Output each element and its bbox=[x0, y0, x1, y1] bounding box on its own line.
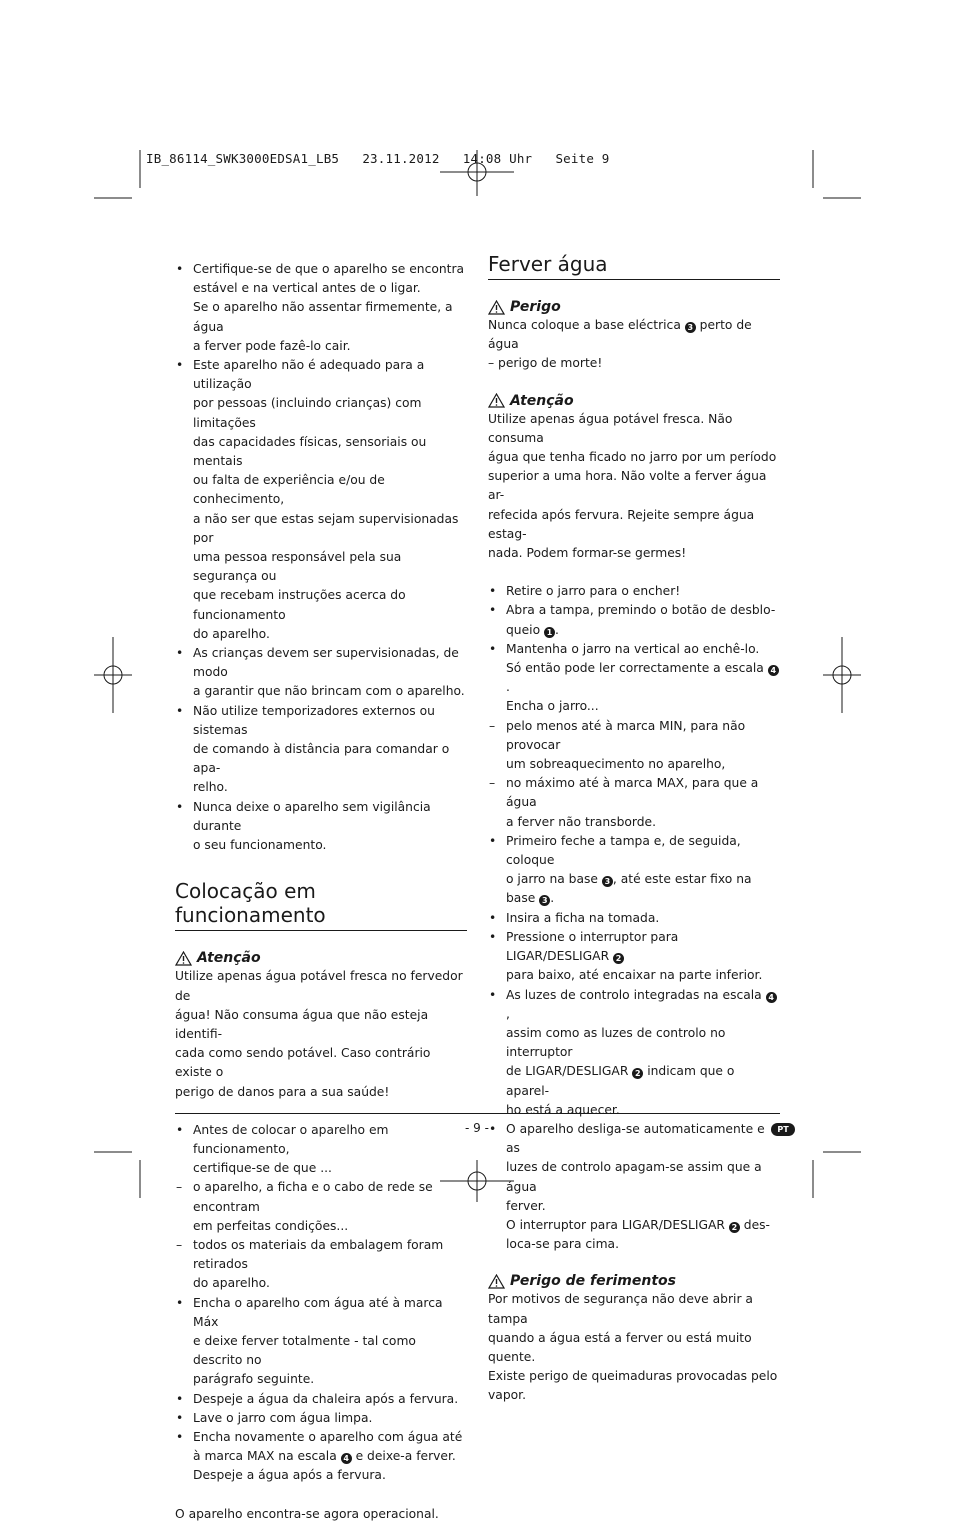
warning-title: Atenção bbox=[510, 392, 574, 409]
text-line: que recebam instruções acerca do funcionamento bbox=[193, 588, 406, 622]
bullet: • bbox=[176, 358, 184, 373]
text-line: em perfeitas condições... bbox=[193, 1218, 349, 1233]
footer-rule bbox=[175, 1113, 780, 1114]
bullet: • bbox=[489, 603, 497, 618]
text-line: nada. Podem formar-se germes! bbox=[488, 546, 687, 561]
text-line: assim como as luzes de controlo no interruptor bbox=[506, 1025, 726, 1060]
dash: – bbox=[489, 718, 496, 733]
text-line: à marca MAX na escala 4 e deixe-a ferver. bbox=[193, 1449, 456, 1464]
text-line: para baixo, até encaixar na parte inferior. bbox=[506, 968, 763, 983]
text-line: pelo menos até à marca MIN, para não provocar bbox=[506, 718, 746, 752]
part-number-badge: 4 bbox=[341, 1453, 352, 1464]
text-line: Utilize apenas água potável fresca no fervedor de bbox=[175, 969, 463, 1003]
list-item bbox=[488, 832, 780, 909]
text-line: por pessoas (incluindo crianças) com limitações bbox=[193, 396, 422, 430]
text-line: de comando à distância para comandar o apa- bbox=[193, 742, 450, 776]
text-line: Retire o jarro para o encher! bbox=[506, 584, 681, 599]
text-line: cada como sendo potável. Caso contrário existe o bbox=[175, 1046, 431, 1080]
section-title-ferver: Ferver água bbox=[488, 252, 780, 280]
text-line: superior a uma hora. Não volte a ferver água ar- bbox=[488, 469, 767, 503]
text-line: Insira a ficha na tomada. bbox=[506, 910, 660, 925]
bullet: • bbox=[176, 799, 184, 814]
text-line: água que tenha ficado no jarro por um período bbox=[488, 450, 777, 465]
text-line: perigo de danos para a sua saúde! bbox=[175, 1084, 390, 1099]
text-line: a ferver não transborde. bbox=[506, 814, 657, 829]
text-line: Pressione o interruptor para LIGAR/DESLIGAR 2 bbox=[506, 929, 679, 964]
warning-triangle-icon bbox=[175, 951, 192, 966]
list-item bbox=[175, 260, 467, 356]
text-line: a não ser que estas sejam supervisionadas por bbox=[193, 511, 459, 545]
warning-title: Atenção bbox=[197, 950, 261, 967]
registration-mark-right bbox=[823, 637, 861, 713]
danger-text bbox=[488, 316, 780, 374]
bullet: • bbox=[489, 910, 497, 925]
text-line: queio 1 . bbox=[506, 622, 559, 637]
part-number-badge: 1 bbox=[544, 627, 555, 638]
text-line: parágrafo seguinte. bbox=[193, 1372, 315, 1387]
bullet: • bbox=[489, 1121, 497, 1136]
text-line: Antes de colocar o aparelho em funcionamento, bbox=[193, 1122, 389, 1156]
language-badge: PT bbox=[771, 1123, 795, 1136]
list-item bbox=[175, 1294, 467, 1390]
list-item bbox=[488, 1120, 780, 1254]
text-line: quando a água está a ferver ou está muito quente. bbox=[488, 1330, 752, 1364]
text-line: relho. bbox=[193, 780, 228, 795]
bullet: • bbox=[489, 584, 497, 599]
text-line: Por motivos de segurança não deve abrir a tampa bbox=[488, 1292, 753, 1326]
text-line: Encha o jarro... bbox=[506, 699, 599, 714]
bullet: • bbox=[176, 1429, 184, 1444]
list-item bbox=[488, 928, 780, 986]
left-column bbox=[175, 260, 467, 1524]
part-number-badge: 3 bbox=[685, 322, 696, 333]
text-line: estável e na vertical antes de o ligar. bbox=[193, 281, 421, 296]
text-line: do aparelho. bbox=[193, 1276, 270, 1291]
part-number-badge: 2 bbox=[613, 953, 624, 964]
text-line: de LIGAR/DESLIGAR 2 indicam que o aparel- bbox=[506, 1064, 735, 1098]
text-line: das capacidades físicas, sensoriais ou mentais bbox=[193, 434, 427, 469]
dash: – bbox=[489, 776, 496, 791]
text-line: Primeiro feche a tampa e, de seguida, coloque bbox=[506, 833, 741, 868]
bullet: • bbox=[176, 1391, 184, 1406]
danger-title: Perigo bbox=[510, 299, 561, 315]
dash: – bbox=[176, 1180, 183, 1195]
text-line: refecida após fervura. Rejeite sempre água estag- bbox=[488, 507, 755, 541]
warning-text bbox=[488, 410, 780, 564]
page-number: - 9 - bbox=[465, 1121, 489, 1135]
part-number-badge: 2 bbox=[729, 1222, 740, 1233]
safety-list bbox=[175, 260, 467, 855]
list-item bbox=[175, 356, 467, 644]
text-line: o jarro na base 3 , até este estar fixo na base 3 . bbox=[506, 872, 752, 906]
text-line: a garantir que não brincam com o aparelho. bbox=[193, 684, 465, 699]
text-line: O aparelho desliga-se automaticamente e as bbox=[506, 1121, 765, 1156]
list-item bbox=[175, 1390, 467, 1409]
text-line: – perigo de morte! bbox=[488, 356, 603, 371]
list-item bbox=[488, 601, 780, 639]
list-item bbox=[488, 717, 780, 775]
text-line: Lave o jarro com água limpa. bbox=[193, 1410, 373, 1425]
text-line: Mantenha o jarro na vertical ao enchê-lo. bbox=[506, 641, 760, 656]
list-item bbox=[488, 774, 780, 832]
text-line: As luzes de controlo integradas na escala 4, bbox=[506, 986, 780, 1024]
text-line: ho está a aquecer. bbox=[506, 1102, 620, 1117]
list-item bbox=[175, 644, 467, 702]
text-line: uma pessoa responsável pela sua segurança ou bbox=[193, 550, 402, 584]
list-item bbox=[175, 798, 467, 856]
text-line: Despeje a água da chaleira após a fervura. bbox=[193, 1391, 459, 1406]
injury-text bbox=[488, 1290, 780, 1405]
bullet: • bbox=[489, 641, 497, 656]
text-line: Nunca deixe o aparelho sem vigilância durante bbox=[193, 799, 431, 833]
print-slug: IB_86114_SWK3000EDSA1_LB5 23.11.2012 14:08 Uhr Seite 9 bbox=[146, 151, 610, 166]
registration-mark-left bbox=[94, 637, 132, 713]
text-line: Se o aparelho não assentar firmemente, a água bbox=[193, 300, 453, 334]
text-line: Não utilize temporizadores externos ou sistemas bbox=[193, 703, 435, 737]
text-line: ou falta de experiência e/ou de conhecimento, bbox=[193, 473, 385, 507]
warning-triangle-icon bbox=[488, 393, 505, 408]
setup-list bbox=[175, 1121, 467, 1486]
list-item bbox=[175, 1236, 467, 1294]
text-line: Este aparelho não é adequado para a utilização bbox=[193, 358, 425, 392]
text-line: Despeje a água após a fervura. bbox=[193, 1468, 386, 1483]
text-line: Encha novamente o aparelho com água até bbox=[193, 1429, 463, 1444]
part-number-badge: 4 bbox=[766, 992, 777, 1003]
text-line: As crianças devem ser supervisionadas, de modo bbox=[193, 646, 459, 680]
bullet: • bbox=[176, 1295, 184, 1310]
text-line: luzes de controlo apagam-se assim que a água bbox=[506, 1160, 762, 1194]
boil-steps-list bbox=[488, 582, 780, 1254]
text-line: Só então pode ler correctamente a escala 4. bbox=[506, 659, 780, 697]
text-line: Nunca coloque a base eléctrica 3 perto de água bbox=[488, 318, 752, 352]
bullet: • bbox=[176, 262, 184, 276]
bullet: • bbox=[176, 1410, 184, 1425]
list-item bbox=[175, 1178, 467, 1236]
list-item bbox=[175, 1121, 467, 1179]
text-line: Existe perigo de queimaduras provocadas pelo vapor. bbox=[488, 1369, 778, 1403]
warning-heading bbox=[175, 949, 467, 967]
section-title-colocacao: Colocação em funcionamento bbox=[175, 879, 467, 931]
text-line: um sobreaquecimento no aparelho, bbox=[506, 757, 726, 772]
text-line: o seu funcionamento. bbox=[193, 838, 327, 853]
injury-heading bbox=[488, 1272, 780, 1290]
part-number-badge: 2 bbox=[632, 1068, 643, 1079]
text-line: água! Não consuma água que não esteja identifi- bbox=[175, 1007, 429, 1041]
list-item bbox=[175, 702, 467, 798]
text-line: o aparelho, a ficha e o cabo de rede se encontram bbox=[193, 1180, 433, 1214]
right-column bbox=[488, 252, 780, 1406]
part-number-badge: 3 bbox=[539, 895, 550, 906]
text-line: no máximo até à marca MAX, para que a água bbox=[506, 776, 759, 810]
text-line: do aparelho. bbox=[193, 626, 270, 641]
list-item bbox=[488, 909, 780, 928]
injury-title: Perigo de ferimentos bbox=[510, 1273, 676, 1290]
bullet: • bbox=[176, 1122, 184, 1137]
warning-triangle-icon bbox=[488, 1274, 505, 1289]
bullet: • bbox=[489, 833, 497, 848]
text-line: Abra a tampa, premindo o botão de desblo- bbox=[506, 603, 776, 618]
text-line: O interruptor para LIGAR/DESLIGAR 2 des- bbox=[506, 1217, 770, 1232]
list-item bbox=[488, 986, 780, 1120]
list-item bbox=[175, 1409, 467, 1428]
list-item bbox=[488, 582, 780, 601]
dash: – bbox=[176, 1237, 183, 1252]
text-line: certifique-se de que ... bbox=[193, 1161, 332, 1176]
text-line: loca-se para cima. bbox=[506, 1237, 619, 1252]
warning-heading bbox=[488, 392, 780, 410]
text-line: a ferver pode fazê-lo cair. bbox=[193, 338, 351, 353]
warning-triangle-icon bbox=[488, 300, 505, 315]
list-item bbox=[175, 1428, 467, 1486]
bullet: • bbox=[489, 929, 497, 944]
text-line: e deixe ferver totalmente - tal como descrito no bbox=[193, 1333, 416, 1368]
text-line: todos os materiais da embalagem foram retirados bbox=[193, 1237, 444, 1272]
text-line: ferver. bbox=[506, 1198, 546, 1213]
closing-text: O aparelho encontra-se agora operacional. bbox=[175, 1506, 439, 1521]
part-number-badge: 3 bbox=[602, 876, 613, 887]
text-line: Encha o aparelho com água até à marca Máx bbox=[193, 1295, 443, 1329]
warning-text bbox=[175, 967, 467, 1101]
text-line: Certifique-se de que o aparelho se encontra bbox=[193, 262, 465, 276]
text-line: Utilize apenas água potável fresca. Não consuma bbox=[488, 411, 733, 445]
bullet: • bbox=[176, 646, 184, 661]
bullet: • bbox=[176, 703, 184, 718]
bullet: • bbox=[489, 987, 497, 1002]
list-item bbox=[488, 640, 780, 717]
part-number-badge: 4 bbox=[768, 665, 779, 676]
danger-heading bbox=[488, 298, 780, 316]
